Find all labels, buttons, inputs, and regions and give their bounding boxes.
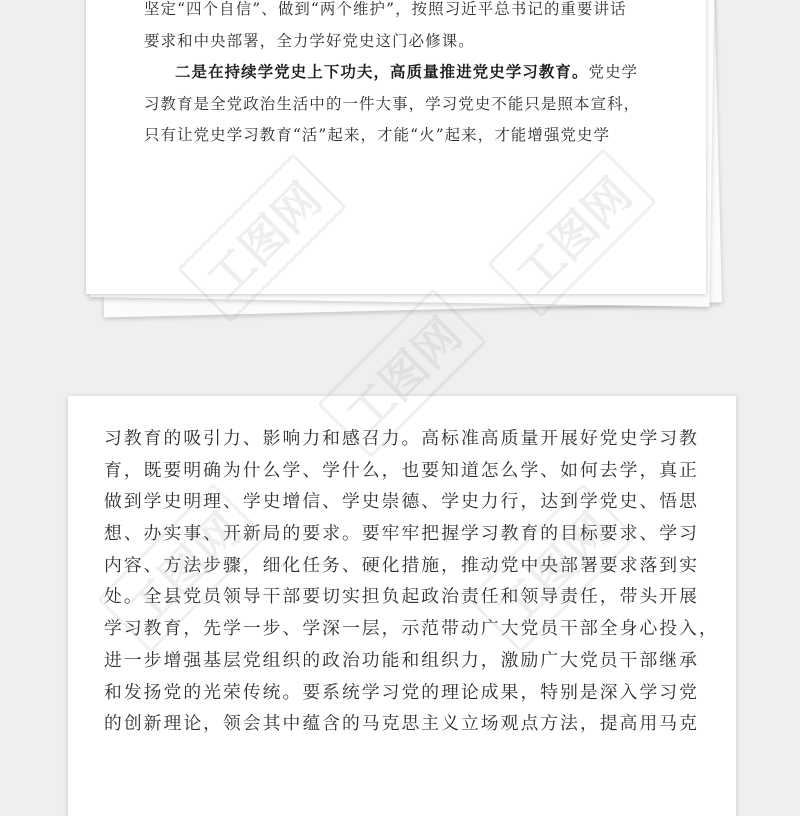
- paragraph-heading: 二是在持续学党史上下功夫，高质量推进党史学习教育。: [175, 63, 589, 81]
- document-page-bottom: [68, 396, 736, 816]
- text-line: 育，既要明确为什么学、学什么，也要知道怎么学、如何去学，真正: [104, 459, 699, 481]
- document-page-top: [86, 0, 706, 294]
- text-line: 只有让党史学习教育“活”起来，才能“火”起来，才能增强党史学: [144, 126, 611, 144]
- text-line: 要求和中央部署，全力学好党史这门必修课。: [144, 31, 475, 50]
- text-line: 坚定“四个自信”、做到“两个维护”，按照习近平总书记的重要讲话: [144, 0, 627, 18]
- paragraph-text: 党史学: [588, 63, 639, 81]
- text-line: 学习教育，先学一步、学深一层，示范带动广大党员干部全身心投入，: [104, 618, 719, 640]
- text-line: 的创新理论，领会其中蕴含的马克思主义立场观点方法，提高用马克: [104, 713, 699, 735]
- text-line: 做到学史明理、学史增信、学史崇德、学史力行，达到学党史、悟思: [104, 491, 699, 513]
- text-line: 习教育的吸引力、影响力和感召力。高标准高质量开展好党史学习教: [104, 428, 699, 449]
- watermark-logo: 工图网: [317, 288, 487, 458]
- page-text: [104, 423, 719, 740]
- text-line: 内容、方法步骤，细化任务、硬化措施，推动党中央部署要求落到实: [104, 554, 699, 576]
- text-line: 想、办实事、开新局的要求。要牢牢把握学习教育的目标要求、学习: [104, 523, 699, 545]
- text-line: 处。全县党员领导干部要切实担负起政治责任和领导责任，带头开展: [104, 586, 699, 608]
- text-line: [144, 57, 640, 89]
- page-text: [144, 0, 640, 152]
- text-line: 和发扬党的光荣传统。要系统学习党的理论成果，特别是深入学习党: [104, 681, 699, 703]
- text-line: 进一步增强基层党组织的政治功能和组织力，激励广大党员干部继承: [104, 649, 699, 671]
- text-line: 习教育是全党政治生活中的一件大事，学习党史不能只是照本宣科，: [144, 94, 641, 113]
